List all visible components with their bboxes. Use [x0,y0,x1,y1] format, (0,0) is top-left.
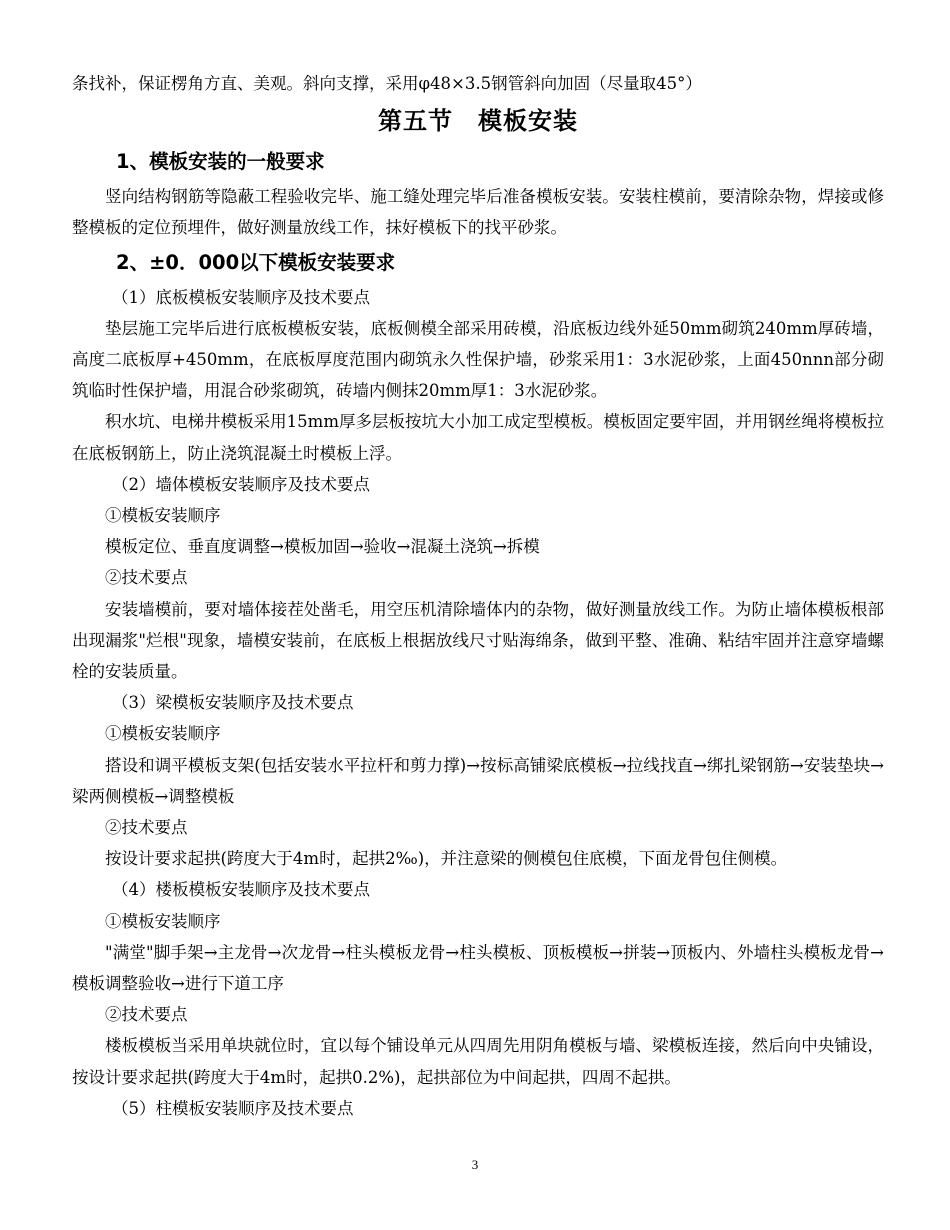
paragraph-wall-tech: 安装墙模前，要对墙体接茬处凿毛，用空压机清除墙体内的杂物，做好测量放线工作。为防止墙体模板根部出现漏浆"烂根"现象，墙模安装前，在底板上根据放线尺寸贴海绵条，做到平整、准确、粘结牢固并注意穿墙螺栓的安装质量。 [72,599,884,682]
paragraph-base-slab: 垫层施工完毕后进行底板模板安装，底板侧模全部采用砖模，沿底板边线外延50mm砌筑240mm厚砖墙，高度二底板厚+450mm，在底板厚度范围内砌筑永久性保护墙，砂浆采用1：3水泥砂浆，上面450nnn部分砌筑临时性保护墙，用混合砂浆砌筑，砖墙内侧抹20mm厚1：3水泥砂浆。 [72,318,884,401]
wall-step-tech-label: ②技术要点 [105,568,188,588]
subheading-base-slab: （1）底板模板安装顺序及技术要点 [112,287,370,307]
heading-general-requirements: 1、模板安装的一般要求 [116,150,325,174]
page-content [72,68,884,1124]
paragraph-sump-pit: 积水坑、电梯井模板采用15mm厚多层板按坑大小加工成定型模板。模板固定要牢固，并用钢丝绳将模板拉在底板钢筋上，防止浇筑混凝土时模板上浮。 [72,412,884,463]
paragraph-slab-tech: 楼板模板当采用单块就位时，宜以每个铺设单元从四周先用阴角模板与墙、梁模板连接，然后向中央铺设，按设计要求起拱(跨度大于4m时，起拱0.2%)，起拱部位为中间起拱，四周不起拱。 [72,1036,884,1087]
slab-step-tech-label: ②技术要点 [105,1005,188,1025]
subheading-beam: （3）梁模板安装顺序及技术要点 [112,693,354,713]
page-number: 3 [471,1157,479,1172]
beam-step-tech-label: ②技术要点 [105,818,188,838]
subheading-floor-slab: （4）楼板模板安装顺序及技术要点 [112,880,370,900]
subheading-wall: （2）墙体模板安装顺序及技术要点 [112,474,370,494]
heading-below-zero: 2、±0．000以下模板安装要求 [116,250,396,274]
beam-step-sequence-label: ①模板安装顺序 [105,724,221,744]
slab-sequence: "满堂"脚手架→主龙骨→次龙骨→柱头模板龙骨→柱头模板、顶板模板→拼装→顶板内、外墙柱头模板龙骨→模板调整验收→进行下道工序 [72,942,884,994]
section-title: 第五节 模板安装 [378,107,578,136]
continuation-text: 条找补，保证楞角方直、美观。斜向支撑，采用φ48×3.5钢管斜向加固（尽量取45°） [72,74,702,93]
wall-sequence: 模板定位、垂直度调整→模板加固→验收→混凝土浇筑→拆模 [105,537,540,557]
paragraph-beam-tech: 按设计要求起拱(跨度大于4m时，起拱2‰)，并注意梁的侧模包住底模，下面龙骨包住侧模。 [105,849,788,869]
wall-step-sequence-label: ①模板安装顺序 [105,506,221,526]
beam-sequence: 搭设和调平模板支架(包括安装水平拉杆和剪力撑)→按标高铺梁底模板→拉线找直→绑扎梁钢筋→安装垫块→梁两侧模板→调整模板 [72,755,884,806]
slab-step-sequence-label: ①模板安装顺序 [105,911,221,931]
paragraph-general-requirements: 竖向结构钢筋等隐蔽工程验收完毕、施工缝处理完毕后准备模板安装。安装柱模前，要清除杂物，焊接或修整模板的定位预埋件，做好测量放线工作，抹好模板下的找平砂浆。 [72,187,884,238]
subheading-column: （5）柱模板安装顺序及技术要点 [112,1098,354,1118]
